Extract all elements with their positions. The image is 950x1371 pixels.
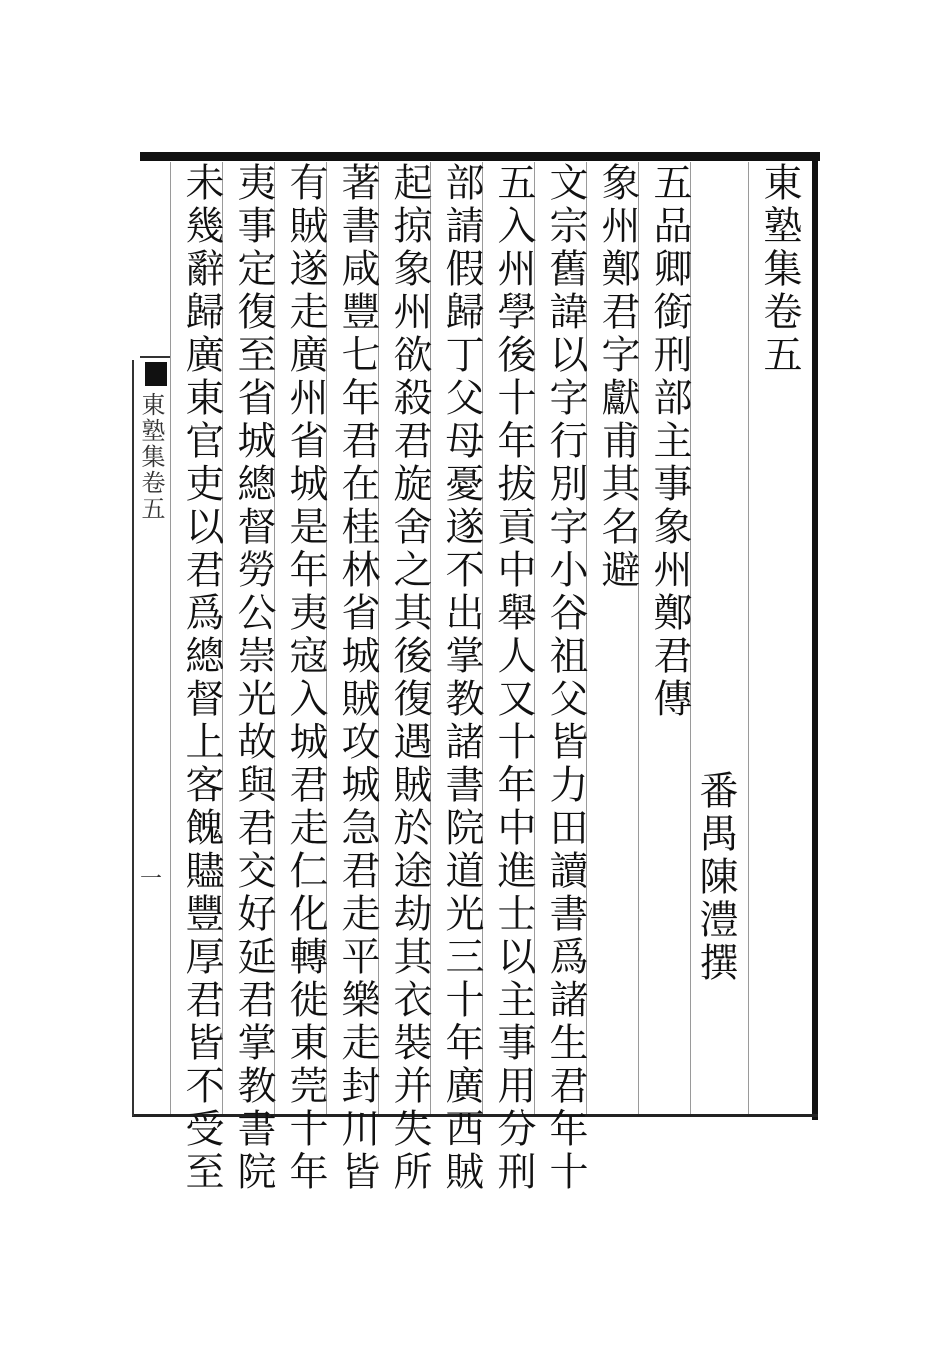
text-column: 夷事定復至省城總督勞公崇光故與君交好延君掌教書院 — [231, 162, 276, 1194]
text-column: 部請假歸丁父母憂遂不出掌教諸書院道光三十年廣西賊 — [439, 162, 484, 1194]
text-column: 五入州學後十年拔貢中舉人又十年中進士以主事用分刑 — [491, 162, 536, 1194]
spine-rule — [170, 162, 171, 1114]
text-column: 起掠象州欲殺君旋舍之其後復遇賊於途劫其衣裝并失所 — [387, 162, 432, 1194]
frame-right-border — [812, 152, 818, 1120]
spine-title: 東塾集卷五 — [137, 392, 165, 522]
text-column: 著書咸豐七年君在桂林省城賊攻城急君走平樂走封川皆 — [335, 162, 380, 1194]
text-column: 五品卿銜刑部主事象州鄭君傳 — [647, 162, 692, 721]
text-column: 有賊遂走廣州省城是年夷寇入城君走仁化轉徙東莞十年 — [283, 162, 328, 1194]
text-column: 文宗舊諱以字行別字小谷祖父皆力田讀書爲諸生君年十 — [543, 162, 588, 1194]
book-title: 東塾集卷五 — [757, 162, 802, 377]
frame-left-border — [132, 360, 134, 1116]
fishtail-line — [140, 356, 170, 358]
text-column: 未幾辭歸廣東官吏以君爲總督上客餽贐豐厚君皆不受至 — [179, 162, 224, 1194]
text-column: 象州鄭君字獻甫其名避 — [595, 162, 640, 592]
fishtail-mark — [145, 362, 167, 386]
author-line: 番禺陳澧撰 — [693, 770, 738, 985]
spine-page-number: 一 — [139, 867, 162, 892]
column-rule — [748, 162, 749, 1114]
frame-top-border — [140, 152, 820, 161]
